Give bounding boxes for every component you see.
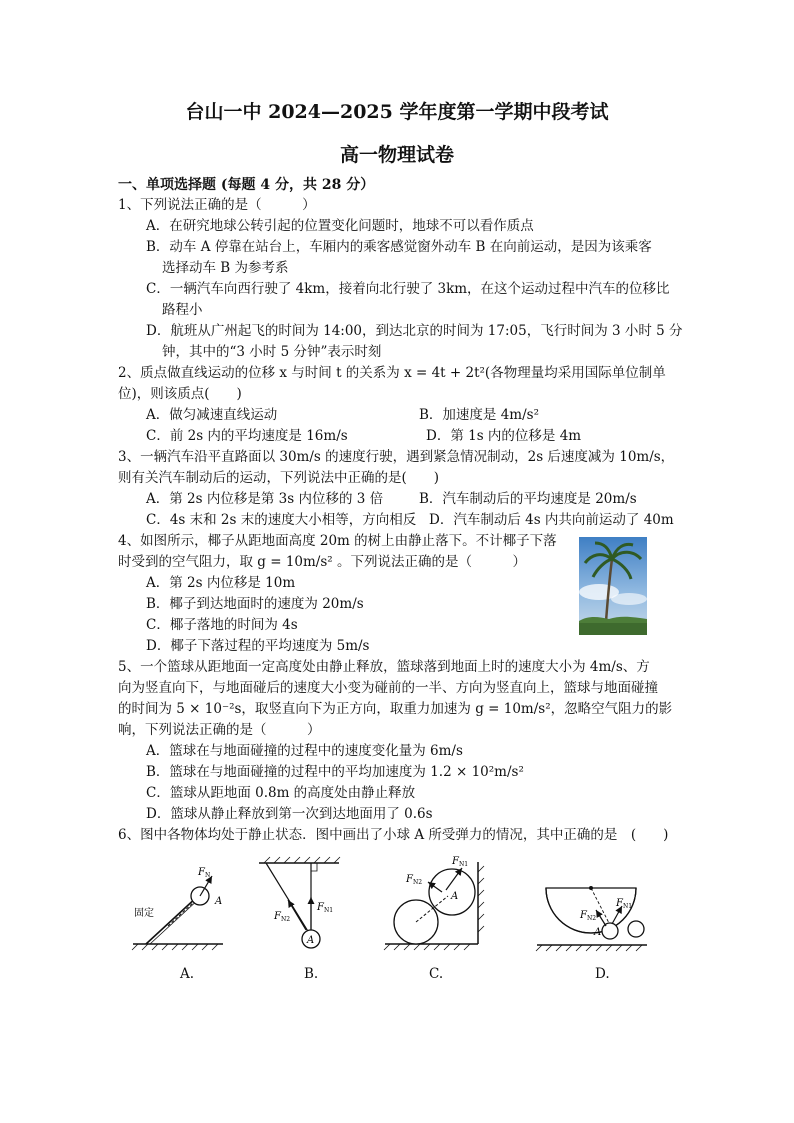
q1-option-b-line2: 选择动车 B 为参考系 <box>162 260 289 276</box>
q2-option-c: C．前 2s 内的平均速度是 16m/s <box>146 428 348 444</box>
q5-stem-line1: 5、一个篮球从距地面一定高度处由静止释放，篮球落到地面上时的速度大小为 4m/s、方 <box>118 659 650 675</box>
figure-b-caption: B. <box>304 966 319 982</box>
q2-stem-line2: 位)，则该质点( ) <box>118 386 242 402</box>
fig-a-ball-label: A <box>215 896 223 907</box>
q1-option-b-line1: B．动车 A 停靠在站台上，车厢内的乘客感觉窗外动车 B 在向前运动，是因为该乘客 <box>146 239 652 255</box>
fig-b-fn1-label: $F_{N1}$ <box>317 902 334 914</box>
fig-b-ball-label: A <box>307 935 315 946</box>
q5-stem-line2: 向为竖直向下，与地面碰后的速度大小变为碰前的一半、方向为竖直向上，篮球与地面碰撞 <box>118 680 658 696</box>
q6-stem: 6、图中各物体均处于静止状态．图中画出了小球 A 所受弹力的情况，其中正确的是 ( ) <box>118 827 669 843</box>
q4-stem-line2: 时受到的空气阻力，取 g = 10m/s² 。下列说法正确的是（ ） <box>118 554 526 570</box>
q5-option-d: D．篮球从静止释放到第一次到达地面用了 0.6s <box>146 806 433 822</box>
q3-option-c: C．4s 末和 2s 末的速度大小相等，方向相反 <box>146 512 417 528</box>
figure-b <box>254 855 344 955</box>
q4-stem-line1: 4、如图所示，椰子从距地面高度 20m 的树上由静止落下。不计椰子下落 <box>118 533 557 549</box>
q4-option-a: A．第 2s 内位移是 10m <box>146 575 296 591</box>
q2-option-d: D．第 1s 内的位移是 4m <box>426 428 582 444</box>
figure-d-caption: D. <box>595 966 610 982</box>
exam-title: 台山一中 2024—2025 学年度第一学期中段考试 <box>185 101 609 123</box>
fig-c-ball-label: A <box>451 891 459 902</box>
figure-c <box>380 852 490 955</box>
fig-d-ball-label: A <box>594 927 602 938</box>
fig-c-fn1-label: $F_{N1}$ <box>452 856 469 868</box>
q2-option-b: B．加速度是 4m/s² <box>419 407 539 423</box>
q4-option-b: B．椰子到达地面时的速度为 20m/s <box>146 596 364 612</box>
q3-option-d: D．汽车制动后 4s 内共向前运动了 40m <box>429 512 674 528</box>
q5-option-b: B．篮球在与地面碰撞的过程中的平均加速度为 1.2 × 10²m/s² <box>146 764 524 780</box>
fig-a-force-label: $F_N$ <box>198 867 211 879</box>
q1-option-d-line2: 钟，其中的“3 小时 5 分钟”表示时刻 <box>162 344 382 360</box>
fig-d-fn1-label: $F_{N1}$ <box>616 898 633 910</box>
q5-stem-line4: 响，下列说法正确的是（ ） <box>118 722 321 738</box>
q2-stem-line1: 2、质点做直线运动的位移 x 与时间 t 的关系为 x = 4t + 2t²(各物理量均采用国际单位制单 <box>118 365 666 381</box>
fig-d-fn2-label: $F_{N2}$ <box>580 910 597 922</box>
q5-stem-line3: 的时间为 5 × 10⁻²s，取竖直向下为正方向，取重力加速为 g = 10m/s²，忽略空气阻力的影 <box>118 701 673 717</box>
q1-option-c-line2: 路程小 <box>162 302 203 318</box>
q3-stem-line2: 则有关汽车制动后的运动，下列说法中正确的是( ) <box>118 470 440 486</box>
figure-a <box>128 860 228 955</box>
q1-option-a: A．在研究地球公转引起的位置变化问题时，地球不可以看作质点 <box>146 218 534 234</box>
figure-a-caption: A. <box>180 966 195 982</box>
figure-c-caption: C. <box>429 966 444 982</box>
q3-stem-line1: 3、一辆汽车沿平直路面以 30m/s 的速度行驶，遇到紧急情况制动，2s 后速度减为 10m/s， <box>118 449 675 465</box>
figure-d <box>532 870 652 955</box>
q2-option-a: A．做匀减速直线运动 <box>146 407 278 423</box>
palm-tree-photo <box>579 537 647 635</box>
q3-option-a: A．第 2s 内位移是第 3s 内位移的 3 倍 <box>146 491 384 507</box>
fig-a-fixed-label: 固定 <box>134 908 154 919</box>
q5-option-a: A．篮球在与地面碰撞的过程中的速度变化量为 6m/s <box>146 743 463 759</box>
q4-option-c: C．椰子落地的时间为 4s <box>146 617 298 633</box>
q4-option-d: D．椰子下落过程的平均速度为 5m/s <box>146 638 370 654</box>
q1-option-d-line1: D．航班从广州起飞的时间为 14:00，到达北京的时间为 17:05，飞行时间为 3 小时 5 分 <box>146 323 683 339</box>
fig-b-fn2-label: $F_{N2}$ <box>274 911 291 923</box>
q5-option-c: C．篮球从距地面 0.8m 的高度处由静止释放 <box>146 785 416 801</box>
q1-stem: 1、下列说法正确的是（ ） <box>118 197 316 213</box>
section-heading: 一、单项选择题 (每题 4 分，共 28 分） <box>118 177 375 193</box>
exam-subtitle: 高一物理试卷 <box>339 144 454 166</box>
q1-option-c-line1: C．一辆汽车向西行驶了 4km，接着向北行驶了 3km，在这个运动过程中汽车的位移比 <box>146 281 670 297</box>
fig-c-fn2-label: $F_{N2}$ <box>406 874 423 886</box>
q3-option-b: B．汽车制动后的平均速度是 20m/s <box>419 491 637 507</box>
